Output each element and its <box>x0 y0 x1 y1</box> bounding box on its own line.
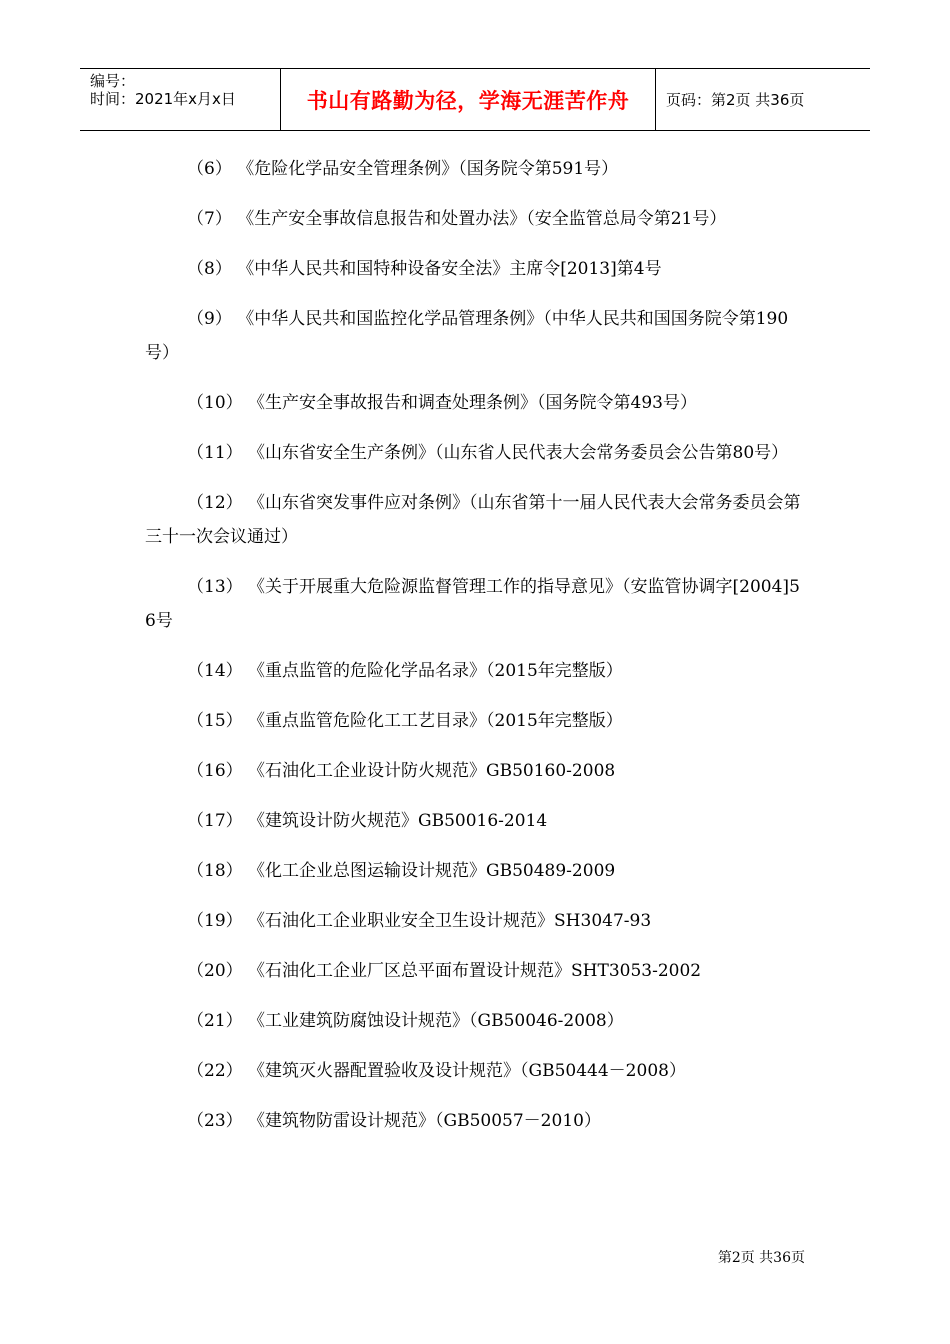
list-item: （22） 《建筑灭火器配置验收及设计规范》（GB50444－2008） <box>187 1061 686 1081</box>
list-item: （11） 《山东省安全生产条例》（山东省人民代表大会常务委员会公告第80号） <box>187 443 789 463</box>
list-item: （10） 《生产安全事故报告和调查处理条例》（国务院令第493号） <box>187 393 697 413</box>
list-item: （23） 《建筑物防雷设计规范》（GB50057－2010） <box>187 1111 601 1131</box>
header-meta-cell <box>80 69 281 130</box>
list-item: （12） 《山东省突发事件应对条例》（山东省第十一届人民代表大会常务委员会第三十一次会议通过） <box>145 493 801 547</box>
list-item: （21） 《工业建筑防腐蚀设计规范》（GB50046-2008） <box>187 1011 624 1031</box>
list-item: （6） 《危险化学品安全管理条例》（国务院令第591号） <box>187 159 619 179</box>
list-item: （14） 《重点监管的危险化学品名录》（2015年完整版） <box>187 661 623 681</box>
list-item: （20） 《石油化工企业厂区总平面布置设计规范》SHT3053-2002 <box>187 961 702 981</box>
header-page-number: 页码：第2页 共36页 <box>666 91 805 109</box>
list-item: （15） 《重点监管危险化工工艺目录》（2015年完整版） <box>187 711 623 731</box>
list-item: （17） 《建筑设计防火规范》GB50016-2014 <box>187 811 548 831</box>
list-item: （7） 《生产安全事故信息报告和处置办法》（安全监管总局令第21号） <box>187 209 727 229</box>
list-item: （8） 《中华人民共和国特种设备安全法》主席令[2013]第4号 <box>187 259 662 279</box>
page-header <box>80 68 870 131</box>
list-item: （13） 《关于开展重大危险源监督管理工作的指导意见》（安监管协调字[2004]56号 <box>145 577 800 631</box>
list-item: （16） 《石油化工企业设计防火规范》GB50160-2008 <box>187 761 616 781</box>
regulation-list <box>145 152 810 1154</box>
document-number-label: 编号： <box>90 72 136 90</box>
header-motto: 书山有路勤为径，学海无涯苦作舟 <box>281 69 656 130</box>
list-item: （19） 《石油化工企业职业安全卫生设计规范》SH3047-93 <box>187 911 652 931</box>
document-time-label: 时间：2021年x月x日 <box>90 90 236 108</box>
page-footer: 第2页 共36页 <box>717 1250 805 1266</box>
list-item: （9） 《中华人民共和国监控化学品管理条例》（中华人民共和国国务院令第190 号） <box>145 309 789 363</box>
list-item: （18） 《化工企业总图运输设计规范》GB50489-2009 <box>187 861 616 881</box>
